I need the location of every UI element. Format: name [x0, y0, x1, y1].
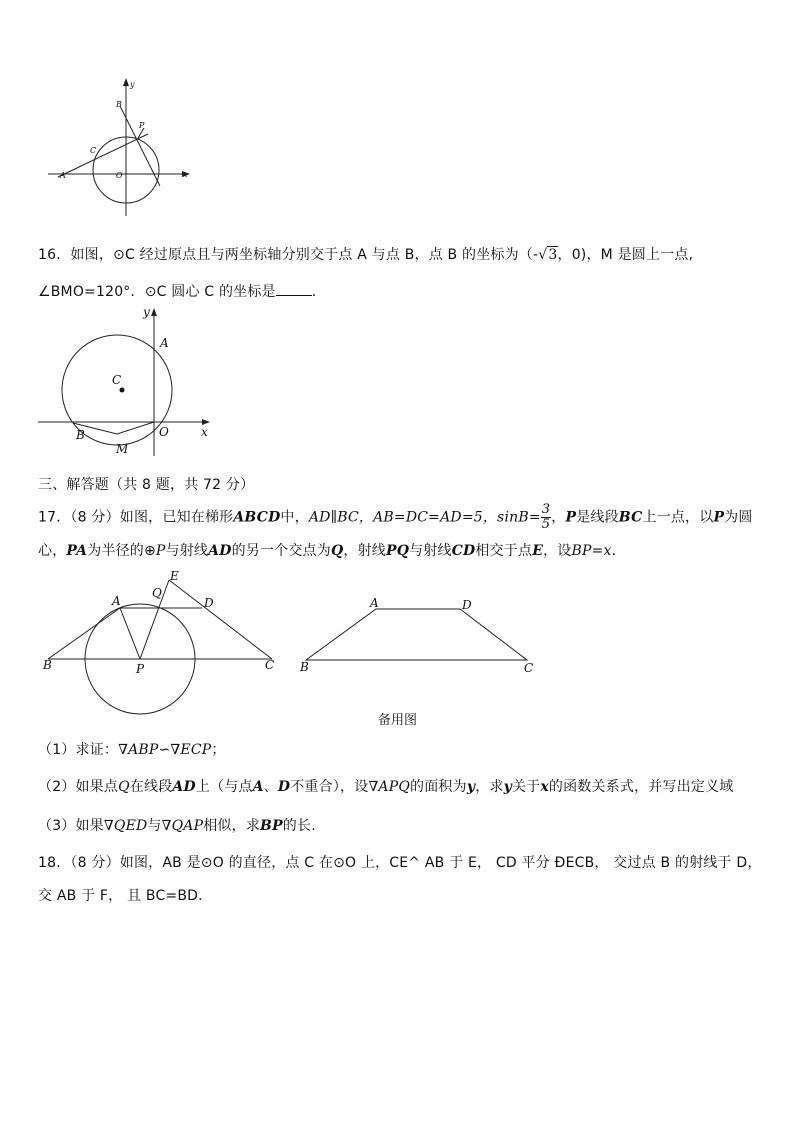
q17-sub2-x: x [540, 779, 549, 795]
fig15-label-b: B [116, 100, 122, 109]
fig-q15 [0, 0, 794, 230]
q17-sub2-d: 、 [263, 779, 278, 795]
q18-line1: 18．（8 分）如图，AB 是⊙O 的直径，点 C 在⊙O 上，CE^ AB 于 E， CD 平分 ÐECB， 交过点 B 的射线于 D， [38, 855, 762, 871]
fig17b-label-d: D [462, 598, 472, 612]
q17-cd: CD [451, 543, 476, 559]
fig17-label-d: D [204, 596, 214, 610]
q17-frac-num: 3 [541, 502, 551, 517]
q17-line2-b: 为半径的⊕ [87, 543, 156, 559]
q17-line2 [38, 540, 626, 560]
q17-sub2-a2: A [252, 779, 264, 795]
segment-ab [48, 608, 120, 659]
q17-sub2-f: 的面积为 [410, 779, 467, 795]
q18-line2: 交 AB 于 F， 且 BC=BD． [38, 888, 213, 904]
q17-pq: PQ [385, 543, 410, 559]
q17-line1-d: 上一点，以 [642, 509, 714, 526]
q17-sub1-math: ∇ABP∽∇ECP [118, 742, 212, 758]
q17-sub3-b: 与 [147, 818, 162, 834]
q17-sub2-e: 不重合），设 [290, 779, 369, 795]
q17-line2-e: ，射线 [343, 543, 386, 559]
fig15-label-c: C [90, 146, 97, 155]
fig16-label-x: x [201, 425, 208, 439]
q17-line2-i: ． [611, 543, 626, 559]
fig17-label-q: Q [152, 586, 162, 600]
q17-q: Q [330, 543, 344, 559]
q17-line2-g: 相交于点 [475, 543, 533, 559]
q17-p2: P [713, 509, 725, 526]
q17-cond1: AD∥BC，AB=DC=AD=5，sinB= [308, 509, 541, 526]
segment-ap [120, 608, 140, 659]
q17-sub1 [38, 739, 226, 759]
q17-sub3-a: （3）如果 [38, 818, 104, 834]
q17-bc: BC [618, 509, 643, 526]
q16-sqrt-arg: 3 [548, 247, 558, 263]
q17-abcd: ABCD [233, 509, 281, 526]
line-ce [169, 580, 272, 659]
q16-line1 [38, 244, 693, 264]
q17-sub3-c: 相似，求 [203, 818, 261, 834]
fig-q17 [0, 560, 794, 720]
q17-sub2-b: 在线段 [129, 779, 173, 795]
q16-line1-b: ，0)，M 是圆上一点, [557, 247, 694, 263]
q17-line1-c: 是线段 [576, 509, 619, 526]
q17-sub2-c: 上（与点 [195, 779, 253, 795]
q17-line2-h: ，设 [543, 543, 572, 559]
q17-sub3-qap: ∇QAP [161, 818, 204, 834]
fig16-label-y: y [143, 305, 150, 319]
answer-blank[interactable] [276, 283, 312, 296]
q16-line2-b: ． [311, 284, 326, 300]
q17-line1 [38, 503, 753, 532]
backup-figure-caption: 备用图 [378, 713, 418, 728]
fig17-label-b: B [43, 658, 52, 672]
q17-bpx: BP=x [571, 543, 612, 559]
q17-sub2 [38, 776, 734, 796]
q17-sub3-qed: ∇QED [103, 818, 148, 834]
fig17-label-p: P [136, 662, 145, 676]
q17-e: E [532, 543, 544, 559]
q16-sqrt: √3 [538, 247, 558, 263]
q17-p3: P [155, 543, 166, 559]
fig17b-label-c: C [524, 661, 534, 675]
q16-line2 [38, 281, 326, 301]
center-point [120, 388, 125, 393]
trapezoid-backup [306, 609, 527, 660]
q17-line2-d: 的另一个交点为 [231, 543, 331, 559]
fig15-label-y: y [130, 80, 135, 89]
fig17-label-e: E [170, 569, 179, 583]
q17-ad: AD [208, 543, 232, 559]
q17-sub3-bp: BP [260, 818, 283, 834]
q17-p1: P [565, 509, 577, 526]
q17-sub2-y: y [466, 779, 476, 795]
fig15-label-a: A [60, 171, 66, 180]
fig16-label-b: B [76, 428, 85, 442]
q17-sub2-q: Q [118, 779, 130, 795]
q17-sub2-i: 的函数关系式，并写出定义域 [548, 779, 734, 795]
q17-line1-b: ， [551, 509, 566, 526]
q17-line1-a: 17．（8 分）如图，已知在梯形 [38, 509, 234, 526]
tangent-line [58, 134, 148, 177]
q17-sub2-apq: ∇APQ [368, 779, 411, 795]
q16-line1-a: 16．如图，⊙C 经过原点且与两坐标轴分别交于点 A 与点 B，点 B 的坐标为（- [38, 247, 539, 263]
fig17-label-c: C [265, 658, 275, 672]
q17-sub2-d2: D [277, 779, 291, 795]
fig16-label-m: M [116, 442, 129, 456]
q17-sub2-g: ，求 [475, 779, 504, 795]
fig15-label-p: P [139, 121, 145, 130]
q17-sub1-b: ； [211, 742, 226, 758]
q17-sub3-d: 的长. [282, 818, 316, 834]
q17-zhong: 中， [280, 509, 309, 526]
q17-sub2-ad: AD [172, 779, 196, 795]
fig16-label-c: C [112, 373, 122, 387]
fig17-label-a: A [112, 594, 121, 608]
q17-line1-e: 为圆 [724, 509, 753, 526]
q17-sub1-a: （1）求证： [38, 742, 119, 758]
fig15-label-o: O [116, 171, 123, 180]
q17-sub2-a: （2）如果点 [38, 779, 119, 795]
q17-pa: PA [66, 543, 88, 559]
fig17b-label-a: A [370, 596, 379, 610]
chord-bmo [73, 422, 154, 434]
q17-fraction [541, 503, 551, 532]
q17-line2-c: 与射线 [165, 543, 209, 559]
fig16-label-a: A [160, 336, 169, 350]
q17-line2-a: 心， [38, 543, 67, 559]
q17-sub2-y2: y [503, 779, 512, 795]
section-heading: 三、解答题（共 8 题，共 72 分） [38, 477, 255, 493]
q17-line2-f: 与射线 [409, 543, 452, 559]
fig15-label-x: x [183, 170, 188, 179]
fig17b-label-b: B [300, 660, 309, 674]
q17-sub3 [38, 815, 316, 835]
fig16-label-o: O [159, 425, 169, 439]
q16-line2-a: ∠BMO=120°．⊙C 圆心 C 的坐标是 [38, 284, 276, 300]
q17-frac-den: 5 [541, 517, 551, 532]
q17-sub2-h: 关于 [511, 779, 541, 795]
